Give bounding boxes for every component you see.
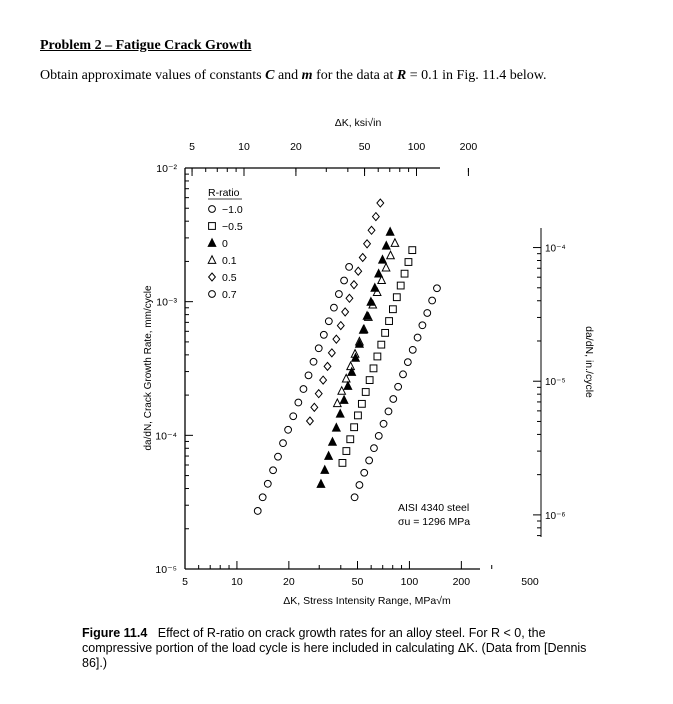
data-point	[368, 226, 375, 234]
data-point	[351, 494, 358, 501]
data-point	[434, 285, 441, 292]
data-point	[419, 322, 426, 329]
x-tick-label: 50	[351, 576, 364, 588]
data-point	[375, 432, 382, 439]
data-point	[366, 377, 373, 384]
data-point	[290, 413, 297, 420]
x-tick-label: 20	[283, 576, 295, 588]
data-point	[380, 420, 387, 427]
data-point	[372, 213, 379, 221]
data-point	[355, 412, 362, 419]
legend-label: 0.7	[222, 289, 237, 301]
legend-marker	[209, 291, 216, 298]
legend-marker	[208, 256, 216, 264]
data-point	[328, 349, 335, 357]
right-tick-label: 10⁻⁴	[545, 243, 566, 255]
top-tick-label: 10	[238, 141, 250, 153]
data-point	[295, 399, 302, 406]
data-point	[346, 264, 353, 271]
data-point	[342, 308, 349, 316]
data-point	[370, 365, 377, 372]
data-point	[320, 331, 327, 338]
data-point	[355, 267, 362, 275]
data-point	[389, 306, 396, 313]
legend-label: 0.1	[222, 255, 237, 267]
data-point	[401, 270, 408, 277]
data-point	[362, 389, 369, 396]
y-tick-label: 10⁻²	[156, 163, 177, 175]
data-point	[307, 417, 314, 425]
data-point	[395, 383, 402, 390]
data-point	[371, 445, 378, 452]
problem-title: Problem 2 – Fatigue Crack Growth	[40, 38, 252, 53]
top-tick-label: 100	[407, 141, 426, 153]
data-point	[321, 466, 329, 474]
top-tick-label: 50	[358, 141, 371, 153]
data-point	[378, 341, 385, 348]
data-point	[285, 426, 292, 433]
data-point	[346, 294, 353, 302]
data-point	[393, 294, 400, 301]
data-point	[270, 467, 277, 474]
top-axis-label: ΔK, ksi√in	[334, 117, 382, 129]
data-point	[300, 386, 307, 393]
figure-caption	[82, 626, 602, 671]
data-point	[382, 329, 389, 336]
data-point	[275, 453, 282, 460]
x-tick-label: 10	[231, 576, 243, 588]
data-point	[351, 424, 358, 431]
data-point	[351, 281, 358, 289]
legend-marker	[209, 206, 216, 213]
data-point	[320, 376, 327, 384]
data-point	[343, 448, 350, 455]
data-point	[325, 318, 332, 325]
data-point	[364, 240, 371, 248]
data-point	[317, 480, 325, 488]
data-point	[333, 424, 341, 432]
data-point	[254, 508, 261, 515]
data-point	[344, 382, 352, 390]
problem-text-suffix: = 0.1 in Fig. 11.4 below.	[406, 68, 547, 83]
data-point	[280, 440, 287, 447]
x-axis-label: ΔK, Stress Intensity Range, MPa√m	[283, 595, 451, 607]
data-point	[333, 335, 340, 343]
data-point	[414, 334, 421, 341]
data-point	[397, 282, 404, 289]
data-point	[335, 291, 342, 298]
data-point	[315, 345, 322, 352]
data-point	[359, 254, 366, 262]
data-point	[382, 242, 390, 250]
x-tick-label: 5	[182, 576, 188, 588]
data-point	[331, 304, 338, 311]
data-point	[400, 371, 407, 378]
data-point	[347, 362, 355, 370]
data-point	[325, 452, 333, 460]
data-point	[356, 482, 363, 489]
data-point	[429, 297, 436, 304]
constant-c: C	[265, 68, 275, 83]
x-tick-label: 200	[452, 576, 471, 588]
y-tick-label: 10⁻⁴	[155, 430, 177, 443]
data-point	[386, 228, 394, 236]
data-point	[382, 263, 390, 271]
data-point	[366, 457, 373, 464]
y-axis-label: da/dN, Crack Growth Rate, mm/cycle	[143, 285, 154, 451]
legend-label: 0	[222, 238, 228, 250]
problem-text-mid: for the data at	[312, 68, 397, 83]
data-point	[259, 494, 266, 501]
top-tick-label: 200	[459, 141, 478, 153]
data-point	[374, 353, 381, 360]
data-point	[405, 259, 412, 266]
data-point	[315, 390, 322, 398]
data-point	[311, 403, 318, 411]
data-point	[264, 480, 271, 487]
top-tick-label: 20	[290, 141, 302, 153]
data-point	[334, 399, 342, 407]
y-tick-label: 10⁻⁵	[155, 564, 177, 576]
legend-label: −0.5	[222, 221, 243, 233]
legend-label: −1.0	[222, 204, 243, 216]
caption-text: Effect of R-ratio on crack growth rates for an alloy steel. For R < 0, the compressive portion of the load cycle is here included in calculating ΔK. (Data from [Dennis 86].)	[82, 626, 587, 670]
right-tick-label: 10⁻⁵	[545, 377, 566, 389]
strength-annotation: σu = 1296 MPa	[398, 516, 471, 528]
right-tick-label: 10⁻⁶	[545, 510, 566, 522]
data-point	[387, 251, 395, 259]
chart-legend	[208, 187, 243, 301]
data-point	[385, 408, 392, 415]
legend-marker	[209, 223, 216, 230]
data-point	[391, 239, 399, 247]
data-point	[339, 459, 346, 466]
data-point	[340, 396, 348, 404]
x-tick-label: 100	[400, 576, 419, 588]
data-point	[336, 410, 344, 418]
data-point	[358, 400, 365, 407]
constant-m: m	[301, 68, 313, 83]
right-axis-label: da/dN, in./cycle	[583, 326, 595, 398]
chart-points	[254, 199, 440, 514]
data-point	[409, 247, 416, 254]
legend-title: R-ratio	[208, 187, 240, 199]
data-point	[324, 362, 331, 370]
r-symbol: R	[396, 68, 407, 83]
data-point	[386, 318, 393, 325]
caption-label: Figure 11.4	[82, 626, 148, 640]
problem-text-prefix: Obtain approximate values of constants	[40, 68, 266, 83]
data-point	[337, 322, 344, 330]
data-point	[361, 469, 368, 476]
data-point	[341, 277, 348, 284]
y-tick-label: 10⁻³	[156, 296, 177, 309]
legend-marker	[209, 273, 216, 281]
data-point	[424, 310, 431, 317]
data-point	[347, 436, 354, 443]
data-point	[377, 199, 384, 207]
data-point	[305, 372, 312, 379]
data-point	[409, 346, 416, 353]
legend-label: 0.5	[222, 272, 237, 284]
material-annotation: AISI 4340 steel	[398, 502, 470, 514]
data-point	[329, 438, 337, 446]
data-point	[390, 396, 397, 403]
data-point	[404, 359, 411, 366]
problem-text-and: and	[274, 68, 302, 83]
top-tick-label: 5	[189, 141, 195, 153]
legend-marker	[208, 239, 216, 247]
data-point	[379, 256, 387, 264]
data-point	[310, 358, 317, 365]
x-tick-label: 500	[521, 576, 539, 588]
